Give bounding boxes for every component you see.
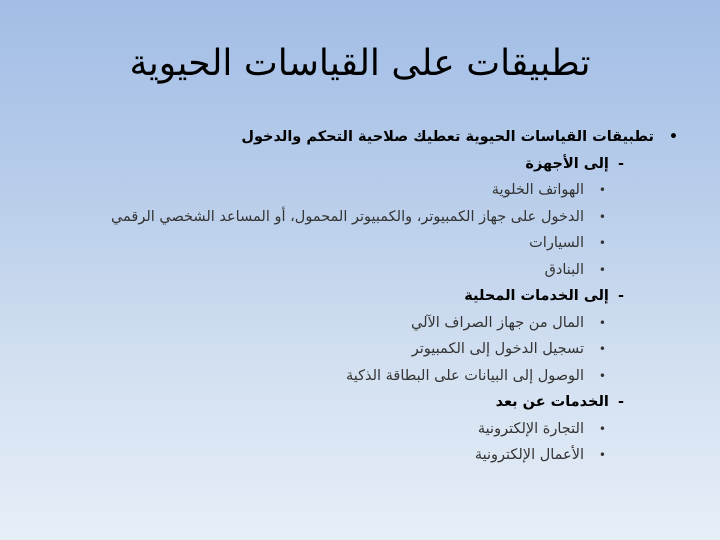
group-heading-text: الخدمات عن بعد <box>495 394 609 410</box>
bullet-icon: • <box>598 448 606 462</box>
bullet-icon: • <box>598 209 606 224</box>
list-item-text: الوصول إلى البيانات على البطاقة الذكية <box>345 367 584 384</box>
group-heading <box>20 283 680 310</box>
group-heading-text: إلى الخدمات المحلية <box>464 288 609 304</box>
dash-icon: - <box>617 155 624 172</box>
bullet-icon: • <box>598 368 606 383</box>
slide-title: تطبيقات على القياسات الحيوية <box>129 43 591 84</box>
main-bullet-text: تطبيقات القياسات الحيوية تعطيك صلاحية التحكم والدخول <box>241 129 654 145</box>
list-item <box>20 257 680 284</box>
list-item <box>20 204 680 231</box>
bullet-icon: • <box>598 236 606 250</box>
dash-icon: - <box>617 394 624 410</box>
list-item-text: تسجيل الدخول إلى الكمبيوتر <box>411 341 584 357</box>
list-item <box>20 310 680 337</box>
list-item <box>20 416 680 443</box>
bullet-icon: • <box>598 342 606 356</box>
list-item <box>20 336 680 363</box>
list-item <box>20 442 680 469</box>
list-item <box>20 177 680 204</box>
main-bullet <box>20 124 680 151</box>
list-item <box>20 363 680 390</box>
list-item-text: الهواتف الخلوية <box>491 182 584 198</box>
group-heading <box>20 151 680 178</box>
list-item-text: البنادق <box>544 261 584 278</box>
dash-icon: - <box>617 288 624 304</box>
list-item <box>20 230 680 257</box>
group-heading <box>20 389 680 416</box>
slide-content <box>20 124 680 469</box>
bullet-icon: • <box>598 262 606 277</box>
bullet-icon: • <box>598 315 606 330</box>
list-item-text: الأعمال الإلكترونية <box>474 447 584 463</box>
bullet-icon: • <box>598 183 606 197</box>
group-heading-text: إلى الأجهزة <box>525 155 609 172</box>
bullet-icon: • <box>669 129 678 145</box>
list-item-text: الدخول على جهاز الكمبيوتر، والكمبيوتر المحمول، أو المساعد الشخصي الرقمي <box>110 208 584 225</box>
bullet-icon: • <box>598 421 606 436</box>
list-item-text: التجارة الإلكترونية <box>477 420 584 437</box>
list-item-text: المال من جهاز الصراف الآلي <box>411 314 584 331</box>
list-item-text: السيارات <box>529 235 584 251</box>
